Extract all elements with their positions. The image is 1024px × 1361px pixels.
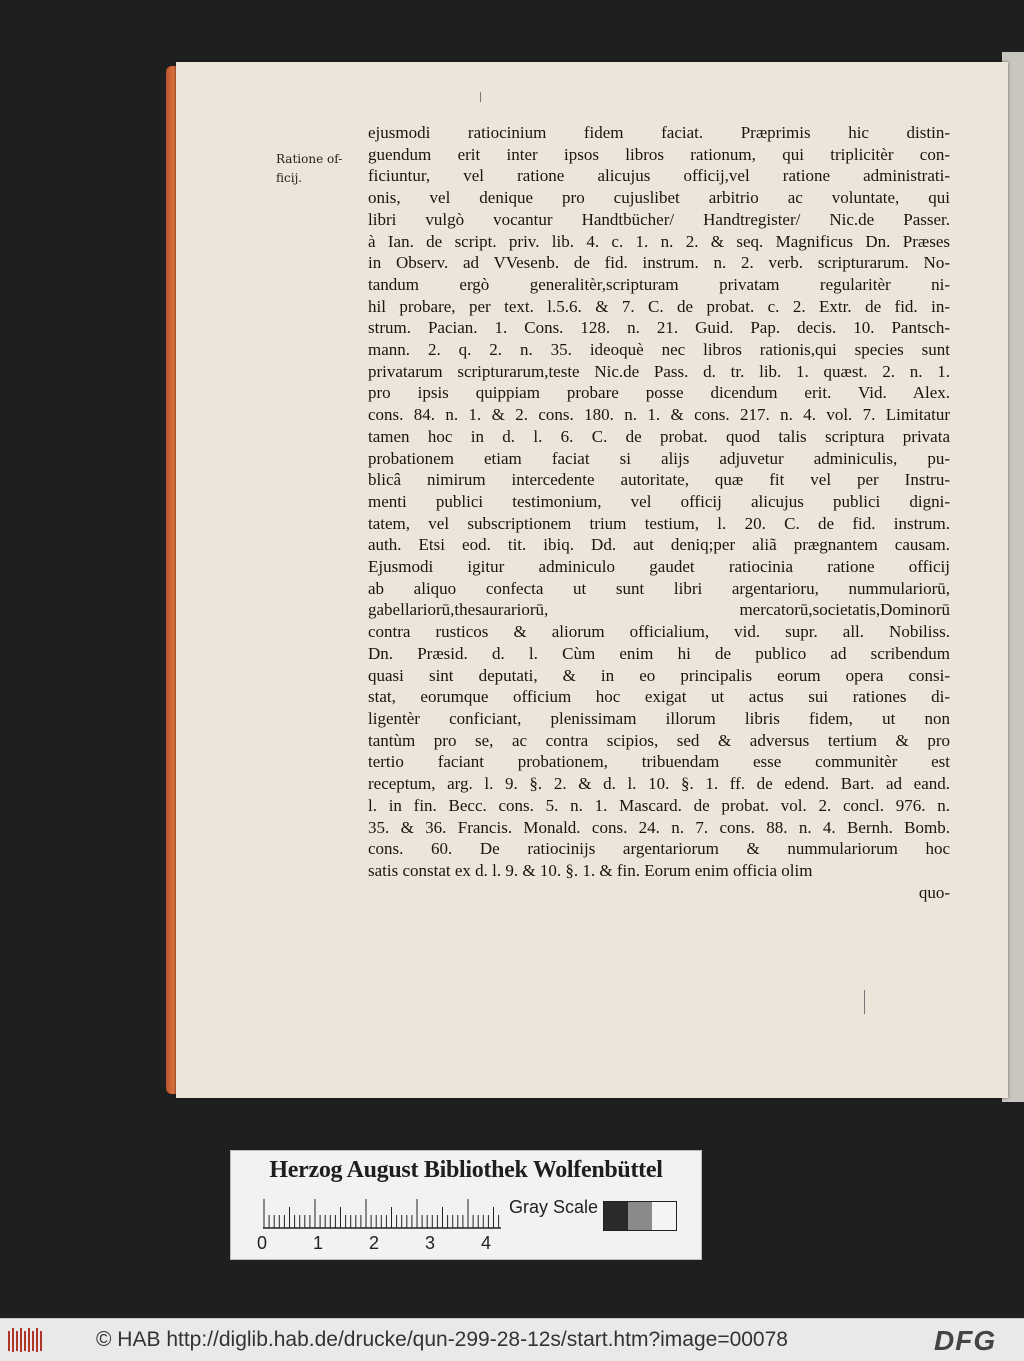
text-line: tamen hoc in d. l. 6. C. de probat. quod talis scriptura privata [368, 426, 950, 446]
text-line: gabellariorū,thesaurariorū, mercatorū,societatis,Dominorū [368, 600, 950, 620]
marginal-note-line: Ratione of- [276, 152, 343, 166]
ruler-number: 4 [481, 1233, 492, 1253]
text-line: quasi sint deputati, & in eo principalis eorum opera consi- [368, 665, 950, 685]
ruler-number: 2 [369, 1233, 380, 1253]
dfg-logo: DFG [934, 1325, 997, 1356]
hab-barcode-logo-icon [6, 1325, 46, 1355]
ruler-number: 3 [425, 1233, 436, 1253]
marginal-note [276, 150, 372, 188]
footer-bar [0, 1318, 1024, 1361]
library-name: Herzog August Bibliothek Wolfenbüttel [269, 1157, 663, 1183]
text-line: tantùm pro se, ac contra scipios, sed & adversus tertium & pro [368, 730, 950, 750]
text-line: cons. 60. De ratiocinijs argentariorum & nummulariorum hoc [368, 839, 950, 859]
body-text [368, 122, 950, 903]
gray-scale-swatches [603, 1201, 677, 1231]
copyright-url[interactable]: © HAB http://diglib.hab.de/drucke/qun-299-28-12s/start.htm?image=00078 [96, 1328, 788, 1351]
stray-mark [864, 990, 865, 1014]
text-line: tatem, vel subscriptionem trium testium, l. 20. C. de fid. instrum. [368, 513, 950, 533]
ruler-numbers [257, 1233, 517, 1255]
gray-scale-label: Gray Scale [509, 1197, 599, 1217]
text-line: contra rusticos & aliorum officialium, vid. supr. all. Nobiliss. [368, 622, 950, 642]
text-line: in Observ. ad VVesenb. de fid. instrum. n. 2. verb. scripturarum. No- [368, 253, 950, 273]
gray-swatch [604, 1202, 628, 1230]
text-line: libri vulgò vocantur Handtbücher/ Handtregister/ Nic.de Passer. [368, 209, 950, 229]
text-line: ligentèr conficiant, plenissimam illorum libris fidem, ut non [368, 708, 950, 728]
text-line: menti publici testimonium, vel officij alicujus publici digni- [368, 491, 950, 511]
ruler-number: 1 [313, 1233, 324, 1253]
ruler-icon [263, 1197, 501, 1229]
text-line: guendum erit inter ipsos libros rationum, qui triplicitèr con- [368, 144, 950, 164]
text-line: 35. & 36. Francis. Monald. cons. 24. n. 7. cons. 88. n. 4. Bernh. Bomb. [368, 817, 950, 837]
text-line: cons. 84. n. 1. & 2. cons. 180. n. 1. & cons. 217. n. 4. vol. 7. Limitatur [368, 405, 950, 425]
text-line: ab aliquo confecta ut sunt libri argentarioru, nummulariorū, [368, 578, 950, 598]
text-line: auth. Etsi eod. tit. ibiq. Dd. aut deniq;per aliã prægnantem causam. [368, 535, 950, 555]
text-line: ficiuntur, vel ratione alicujus officij,vel ratione administrati- [368, 166, 950, 186]
text-line: Dn. Præsid. d. l. Cùm enim hi de publico ad scribendum [368, 643, 950, 663]
text-line: stat, eorumque officium hoc exigat ut actus sui rationes di- [368, 687, 950, 707]
ruler-number: 0 [257, 1233, 268, 1253]
gray-swatch [652, 1202, 676, 1230]
text-line: ejusmodi ratiocinium fidem faciat. Præprimis hic distin- [368, 123, 950, 142]
text-line: pro ipsis quippiam probare posse dicendum erit. Vid. Alex. [368, 383, 950, 403]
text-line: onis, vel denique pro cujuslibet arbitrio ac voluntate, qui [368, 188, 950, 208]
stray-mark [480, 92, 481, 102]
text-line: à Ian. de script. priv. lib. 4. c. 1. n. 2. & seq. Magnificus Dn. Præses [368, 231, 950, 251]
text-line: strum. Pacian. 1. Cons. 128. n. 21. Guid. Pap. decis. 10. Pantsch- [368, 318, 950, 338]
text-line: satis constat ex d. l. 9. & 10. §. 1. & fin. Eorum enim officia olim [368, 860, 813, 880]
text-line: blicâ nimirum intercedente autoritate, quæ fit vel per Instru- [368, 470, 950, 490]
gray-swatch [628, 1202, 652, 1230]
text-line: hil probare, per text. l.5.6. & 7. C. de probat. c. 2. Extr. de fid. in- [368, 296, 950, 316]
scale-card [230, 1150, 702, 1260]
marginal-note-line: ficij. [276, 171, 303, 185]
text-line: receptum, arg. l. 9. §. 2. & d. l. 10. §. 1. ff. de edend. Bart. ad eand. [368, 774, 950, 794]
text-line: tertio faciant probationem, tribuendam esse communitèr est [368, 752, 950, 772]
text-line: l. in fin. Becc. cons. 5. n. 1. Mascard. de probat. vol. 2. concl. 976. n. [368, 795, 950, 815]
text-line: privatarum scripturarum,teste Nic.de Pass. d. tr. lib. 1. quæst. 2. n. 1. [368, 361, 950, 381]
text-line: probationem etiam faciat si alijs adjuvetur adminiculis, pu- [368, 448, 950, 468]
text-line: Ejusmodi igitur adminiculo gaudet ratiocinia ratione officij [368, 557, 950, 577]
catchword: quo- [918, 882, 950, 902]
text-line: mann. 2. q. 2. n. 35. ideoquè nec libros rationis,qui species sunt [368, 340, 950, 360]
text-line: tandum ergò generalitèr,scripturam privatam regularitèr ni- [368, 274, 950, 294]
